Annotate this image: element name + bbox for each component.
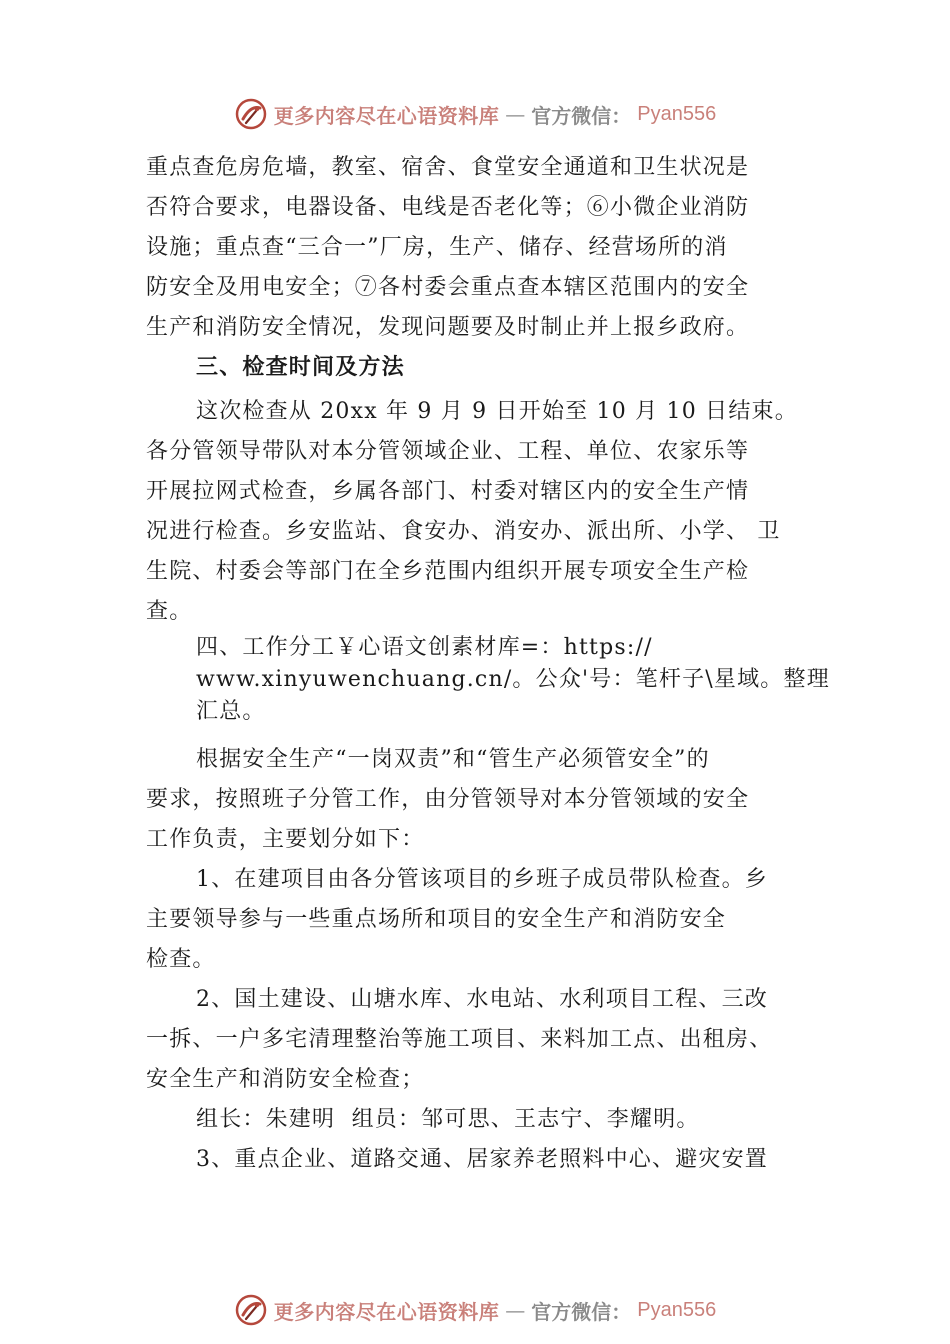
body-line-url: www.xinyuwenchuang.cn/。公众'号：笔杆子\星域。整理 — [196, 667, 830, 692]
watermark-text: 更多内容尽在心语资料库 — [273, 103, 500, 128]
xinyu-logo-icon — [234, 97, 268, 131]
body-line: 生院、村委会等部门在全乡范围内组织开展专项安全生产检 — [146, 559, 750, 584]
body-line: 设施；重点查“三合一”厂房，生产、储存、经营场所的消 — [146, 235, 728, 260]
body-line: 要求，按照班子分管工作，由分管领导对本分管领域的安全 — [146, 787, 750, 812]
body-line: 汇总。 — [196, 699, 266, 724]
body-line: 主要领导参与一些重点场所和项目的安全生产和消防安全 — [146, 907, 727, 932]
body-line: 防安全及用电安全；⑦各村委会重点查本辖区范围内的安全 — [146, 275, 750, 300]
body-line: 2、国土建设、山塘水库、水电站、水利项目工程、三改 — [196, 987, 768, 1012]
body-line: 1、在建项目由各分管该项目的乡班子成员带队检查。乡 — [196, 867, 768, 892]
watermark-dash: — — [505, 1298, 526, 1322]
body-line: 生产和消防安全情况，发现问题要及时制止并上报乡政府。 — [146, 315, 750, 340]
body-line: 根据安全生产“一岗双责”和“管生产必须管安全”的 — [196, 747, 710, 772]
watermark-official-label: 官方微信： — [531, 103, 632, 128]
document-body — [146, 148, 836, 1180]
body-line: 开展拉网式检查，乡属各部门、村委对辖区内的安全生产情 — [146, 479, 750, 504]
body-line: 各分管领导带队对本分管领域企业、工程、单位、农家乐等 — [146, 439, 750, 464]
section-heading-4: 四、工作分工￥心语文创素材库=：https:// — [196, 635, 653, 660]
body-line: 安全生产和消防安全检查； — [146, 1067, 425, 1092]
watermark-header — [0, 94, 950, 134]
body-line: 况进行检查。乡安监站、食安办、消安办、派出所、小学、 卫 — [146, 519, 781, 544]
body-line: 工作负责，主要划分如下： — [146, 827, 425, 852]
watermark-dash: — — [505, 102, 526, 126]
body-line: 这次检查从 20xx 年 9 月 9 日开始至 10 月 10 日结束。 — [196, 399, 798, 424]
watermark-wechat-id: Pyan556 — [637, 102, 717, 125]
body-line: 否符合要求，电器设备、电线是否老化等；⑥小微企业消防 — [146, 195, 750, 220]
body-line: 检查。 — [146, 947, 216, 972]
xinyu-logo-icon — [234, 1293, 268, 1327]
body-line: 组长：朱建明 组员：邹可思、王志宁、李耀明。 — [196, 1107, 700, 1132]
body-line: 一拆、一户多宅清理整治等施工项目、来料加工点、出租房、 — [146, 1027, 773, 1052]
watermark-wechat-id: Pyan556 — [637, 1298, 717, 1321]
watermark-footer — [0, 1290, 950, 1330]
watermark-text: 更多内容尽在心语资料库 — [273, 1299, 500, 1324]
body-line: 重点查危房危墙，教室、宿舍、食堂安全通道和卫生状况是 — [146, 155, 750, 180]
body-line: 查。 — [146, 599, 193, 624]
section-heading-3: 三、检查时间及方法 — [196, 355, 405, 380]
watermark-official-label: 官方微信： — [531, 1299, 632, 1324]
body-line: 3、重点企业、道路交通、居家养老照料中心、避灾安置 — [196, 1147, 768, 1172]
